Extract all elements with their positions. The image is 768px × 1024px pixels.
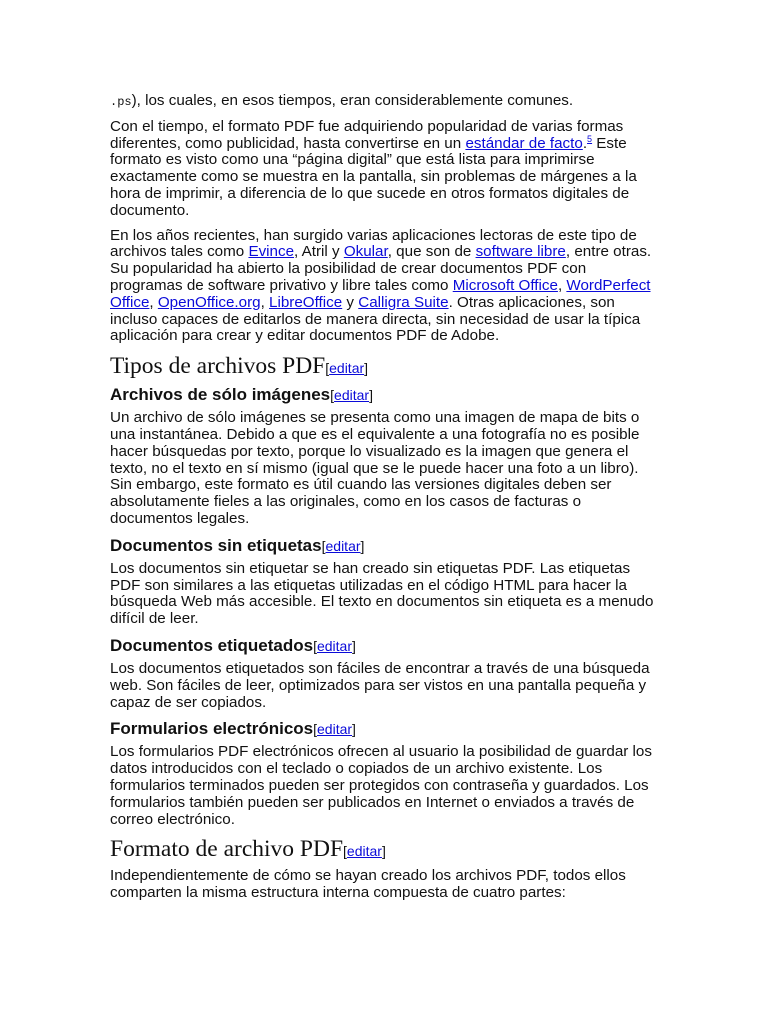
subsection-heading-etiquetados: Documentos etiquetados[editar] [110, 635, 356, 655]
formato-paragraph: Independientemente de cómo se hayan creado los archivos PDF, todos ellos comparten la misma estructura interna compuesta de cuatro partes: [110, 867, 626, 902]
footnote-link[interactable]: 5 [587, 133, 593, 144]
sin-etiquetas-paragraph: Los documentos sin etiquetar se han creado sin etiquetas PDF. Las etiquetas PDF son similares a las etiquetas utilizadas en el código HTML para hacer la búsqueda Web más accesible. El texto en documentos sin etiqueta es a menudo difícil de leer. [110, 559, 654, 628]
edit-link-formato[interactable]: editar [346, 843, 382, 860]
link-calligra-suite[interactable]: Calligra Suite [358, 293, 449, 311]
applications-paragraph: En los años recientes, han surgido varias aplicaciones lectoras de este tipo de archivos tales como Evince, Atril y Okular, que son de software libre, entre otras. Su popularidad ha abierto la posibilidad de crear documentos PDF con programas de software privativo y libre tales como Microsoft Office, WordPerfect Office, OpenOffice.org, LibreOffice y Calligra Suite. Otras aplicaciones, son incluso capaces de editarlos de manera directa, sin necesidad de usar la típica aplicación para crear y editar documentos PDF de Adobe. [110, 226, 652, 345]
etiquetados-paragraph: Los documentos etiquetados son fáciles de encontrar a través de una búsqueda web. Son fáciles de leer, optimizados para ser vistos en una pantalla pequeña y capaz de ser copiados. [110, 659, 650, 711]
code-extension: .ps [110, 95, 132, 109]
section-heading-tipos: Tipos de archivos PDF[editar] [110, 353, 369, 380]
edit-link-solo-imagenes[interactable]: editar [334, 387, 370, 404]
edit-link-formularios[interactable]: editar [317, 721, 353, 738]
edit-link-etiquetados[interactable]: editar [316, 637, 353, 654]
formularios-paragraph: Los formularios PDF electrónicos ofrecen al usuario la posibilidad de guardar los datos introducidos con el teclado o copiados de un archivo existente. Los formularios terminados pueden ser protegidos con contraseña y guardados. Los formularios también pueden ser publicados en Internet o enviados a través de correo electrónico. [110, 743, 652, 828]
link-openoffice[interactable]: OpenOffice.org [157, 293, 261, 311]
section-heading-formato: Formato de archivo PDF[editar] [110, 836, 386, 863]
link-software-libre[interactable]: software libre [475, 243, 566, 261]
link-okular[interactable]: Okular [343, 243, 388, 261]
subsection-heading-solo-imagenes: Archivos de sólo imágenes[editar] [110, 385, 373, 405]
link-microsoft-office[interactable]: Microsoft Office [452, 276, 558, 294]
subsection-heading-sin-etiquetas: Documentos sin etiquetas[editar] [110, 535, 365, 555]
document-page [110, 93, 658, 910]
intro-fragment-paragraph: .ps), los cuales, en esos tiempos, eran considerablemente comunes. [110, 92, 574, 109]
link-evince[interactable]: Evince [248, 243, 295, 261]
solo-imagenes-paragraph: Un archivo de sólo imágenes se presenta como una imagen de mapa de bits o una instantánea. Debido a que es el equivalente a una fotografía no es posible hacer búsquedas por texto, porque lo visualizado es la imagen que genera el texto, no el texto en sí mismo (igual que se le puede hacer una foto a un libro). Sin embargo, este formato es útil cuando las versiones digitales deben ser absolutamente fieles a las originales, como en los casos de facturas o documentos legales. [110, 409, 640, 527]
link-estandar-de-facto[interactable]: estándar de facto [465, 134, 583, 152]
edit-link-sin-etiquetas[interactable]: editar [325, 537, 361, 554]
edit-link-tipos[interactable]: editar [329, 360, 365, 377]
subsection-heading-formularios: Formularios electrónicos[editar] [110, 719, 356, 739]
link-wordperfect-office[interactable]: WordPerfect Office [110, 276, 651, 311]
edit-section-link-wrap: [editar] [325, 360, 369, 377]
popularity-paragraph: Con el tiempo, el formato PDF fue adquiriendo popularidad de varias formas diferentes, como publicidad, hasta convertirse en un estándar de facto.$^5$ Este formato es visto como una “página digital” que está lista para imprimirse exactamente como se muestra en la pantalla, sin problemas de márgenes a la hora de imprimir, a diferencia de lo que sucede en otros formatos digitales de documento. [110, 117, 637, 219]
link-libreoffice[interactable]: LibreOffice [269, 293, 343, 311]
